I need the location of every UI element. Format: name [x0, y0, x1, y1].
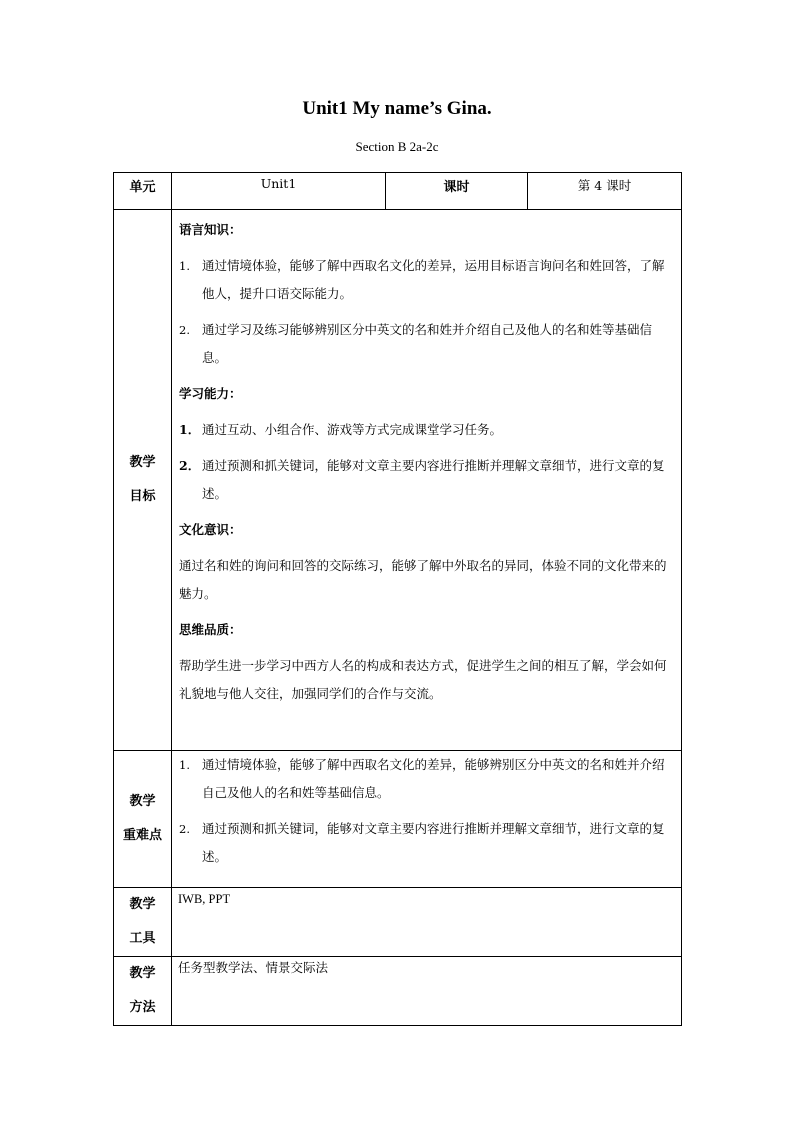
header-row [114, 173, 682, 210]
language-item: 1. 通过情境体验，能够了解中西取名文化的差异，运用目标语言询问名和姓回答，了解他人，提升口语交际能力。 [179, 258, 665, 301]
thinking-heading: 思维品质： [179, 622, 242, 637]
document-title: Unit1 My name’s Gina. [302, 98, 492, 119]
tools-row [114, 888, 682, 957]
thinking-text: 帮助学生进一步学习中西方人名的构成和表达方式，促进学生之间的相互了解，学会如何礼貌地与他人交往，加强同学们的合作与交流。 [179, 658, 667, 701]
key-points-row [114, 751, 682, 888]
objectives-label: 教学 目标 [114, 210, 172, 751]
ability-item: 1． 通过互动、小组合作、游戏等方式完成课堂学习任务。 [179, 422, 503, 437]
key-points-content [172, 751, 682, 888]
tools-value: IWB, PPT [172, 888, 682, 957]
methods-label: 教学 方法 [114, 957, 172, 1026]
tools-label: 教学 工具 [114, 888, 172, 957]
objectives-content [172, 210, 682, 751]
ability-item: 2． 通过预测和抓关键词，能够对文章主要内容进行推断并理解文章细节，进行文章的复述。 [179, 458, 665, 501]
language-heading: 语言知识： [179, 222, 242, 237]
culture-text: 通过名和姓的询问和回答的交际练习，能够了解中外取名的异同，体验不同的文化带来的魅力。 [179, 558, 667, 601]
lesson-label: 课时 [386, 173, 528, 210]
unit-value: Unit1 [172, 173, 386, 210]
objectives-row [114, 210, 682, 751]
methods-row [114, 957, 682, 1026]
language-item: 2. 通过学习及练习能够辨别区分中英文的名和姓并介绍自己及他人的名和姓等基础信息。 [179, 322, 653, 365]
lesson-plan-table [113, 172, 682, 1026]
lesson-value: 第 4 课时 [528, 173, 682, 210]
unit-label: 单元 [114, 173, 172, 210]
culture-heading: 文化意识： [179, 522, 242, 537]
document-subtitle: Section B 2a-2c [355, 139, 439, 154]
key-point-item: 2. 通过预测和抓关键词，能够对文章主要内容进行推断并理解文章细节，进行文章的复述。 [179, 821, 665, 864]
key-point-item: 1. 通过情境体验，能够了解中西取名文化的差异，能够辨别区分中英文的名和姓并介绍自己及他人的名和姓等基础信息。 [179, 757, 665, 800]
ability-heading: 学习能力： [179, 386, 242, 401]
key-points-label: 教学 重难点 [114, 751, 172, 888]
methods-value: 任务型教学法、情景交际法 [172, 957, 682, 1026]
